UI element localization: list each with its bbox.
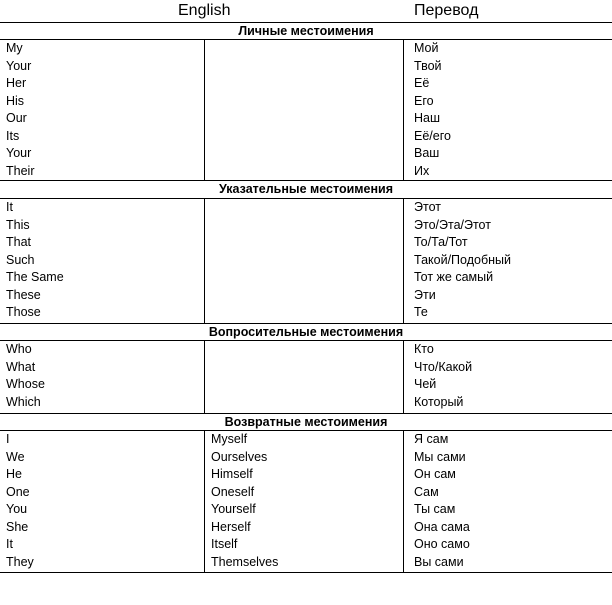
- english-cell: The Same: [6, 270, 64, 284]
- translation-cell: То/Та/Тот: [414, 235, 468, 249]
- table-row: [0, 394, 612, 412]
- english-cell: One: [6, 484, 30, 499]
- translation-cell: Который: [414, 394, 464, 409]
- english-cell: My: [6, 41, 23, 55]
- translation-cell: Те: [414, 305, 428, 319]
- table-row: [0, 341, 612, 359]
- reflexive-cell: Itself: [211, 537, 238, 551]
- english-cell: He: [6, 467, 22, 481]
- table-row: [0, 431, 612, 449]
- english-cell: Which: [6, 394, 41, 409]
- reflexive-cell: Myself: [211, 432, 248, 446]
- english-cell: It: [6, 200, 13, 214]
- english-cell: Its: [6, 128, 20, 143]
- translation-cell: Кто: [414, 342, 434, 356]
- reflexive-cell: Herself: [211, 519, 251, 534]
- english-cell: Our: [6, 111, 27, 125]
- english-cell: I: [6, 432, 10, 446]
- table-row: [0, 536, 612, 554]
- header-english: English: [178, 2, 231, 19]
- table-row: [0, 484, 612, 502]
- table-row: [0, 234, 612, 252]
- translation-cell: Ваш: [414, 146, 440, 160]
- english-cell: Your: [6, 146, 32, 160]
- english-cell: His: [6, 93, 25, 108]
- section-title: Возвратные местоимения: [224, 415, 388, 429]
- table-row: [0, 75, 612, 93]
- table-row: [0, 304, 612, 322]
- translation-cell: Её/его: [414, 128, 451, 143]
- translation-cell: Вы сами: [414, 554, 464, 569]
- table-row: [0, 269, 612, 287]
- translation-cell: Что/Какой: [414, 359, 473, 374]
- english-cell: Those: [6, 305, 41, 319]
- table-row: [0, 93, 612, 111]
- translation-cell: Его: [414, 93, 434, 108]
- table-row: [0, 110, 612, 128]
- translation-cell: Твой: [414, 58, 442, 73]
- english-cell: You: [6, 502, 28, 516]
- reflexive-cell: Themselves: [211, 554, 279, 569]
- english-cell: What: [6, 359, 36, 374]
- translation-cell: Тот же самый: [414, 270, 494, 284]
- table-row: [0, 128, 612, 146]
- translation-cell: Такой/Подобный: [414, 252, 511, 267]
- table-row: [0, 501, 612, 519]
- english-cell: Their: [6, 163, 35, 178]
- translation-cell: Мой: [414, 41, 439, 55]
- reflexive-cell: Oneself: [211, 484, 255, 499]
- table-row: [0, 145, 612, 163]
- english-cell: That: [6, 235, 32, 249]
- translation-cell: Она сама: [414, 519, 470, 534]
- section-title: Личные местоимения: [238, 24, 374, 38]
- table-row: [0, 252, 612, 270]
- english-cell: These: [6, 287, 41, 302]
- translation-cell: Этот: [414, 200, 441, 214]
- translation-cell: Оно само: [414, 537, 470, 551]
- table-row: [0, 359, 612, 377]
- table-row: [0, 466, 612, 484]
- section-title: Указательные местоимения: [219, 182, 393, 196]
- table-row: [0, 217, 612, 235]
- english-cell: Whose: [6, 377, 45, 391]
- section-title: Вопросительные местоимения: [208, 325, 404, 339]
- table-bottom-border: [0, 572, 612, 573]
- reflexive-cell: Yourself: [211, 502, 256, 516]
- translation-cell: Сам: [414, 484, 439, 499]
- english-cell: It: [6, 537, 13, 551]
- english-cell: We: [6, 449, 25, 464]
- english-cell: They: [6, 554, 34, 569]
- reflexive-cell: Himself: [211, 467, 253, 481]
- translation-cell: Ты сам: [414, 502, 456, 516]
- translation-cell: Мы сами: [414, 449, 466, 464]
- english-cell: Your: [6, 58, 32, 73]
- table-row: [0, 199, 612, 217]
- english-cell: This: [6, 217, 30, 232]
- table-row: [0, 554, 612, 572]
- table-row: [0, 287, 612, 305]
- translation-cell: Он сам: [414, 467, 456, 481]
- table-row: [0, 449, 612, 467]
- table-row: [0, 58, 612, 76]
- translation-cell: Наш: [414, 111, 441, 125]
- translation-cell: Эти: [414, 287, 436, 302]
- translation-cell: Её: [414, 76, 430, 90]
- translation-cell: Это/Эта/Этот: [414, 217, 491, 232]
- table-row: [0, 519, 612, 537]
- english-cell: Her: [6, 76, 27, 90]
- table-row: [0, 40, 612, 58]
- english-cell: She: [6, 519, 29, 534]
- english-cell: Such: [6, 252, 35, 267]
- translation-cell: Чей: [414, 377, 437, 391]
- table-row: [0, 163, 612, 181]
- reflexive-cell: Ourselves: [211, 449, 268, 464]
- translation-cell: Их: [414, 163, 430, 178]
- translation-cell: Я сам: [414, 432, 449, 446]
- english-cell: Who: [6, 342, 32, 356]
- header-translation: Перевод: [414, 2, 479, 19]
- table-row: [0, 376, 612, 394]
